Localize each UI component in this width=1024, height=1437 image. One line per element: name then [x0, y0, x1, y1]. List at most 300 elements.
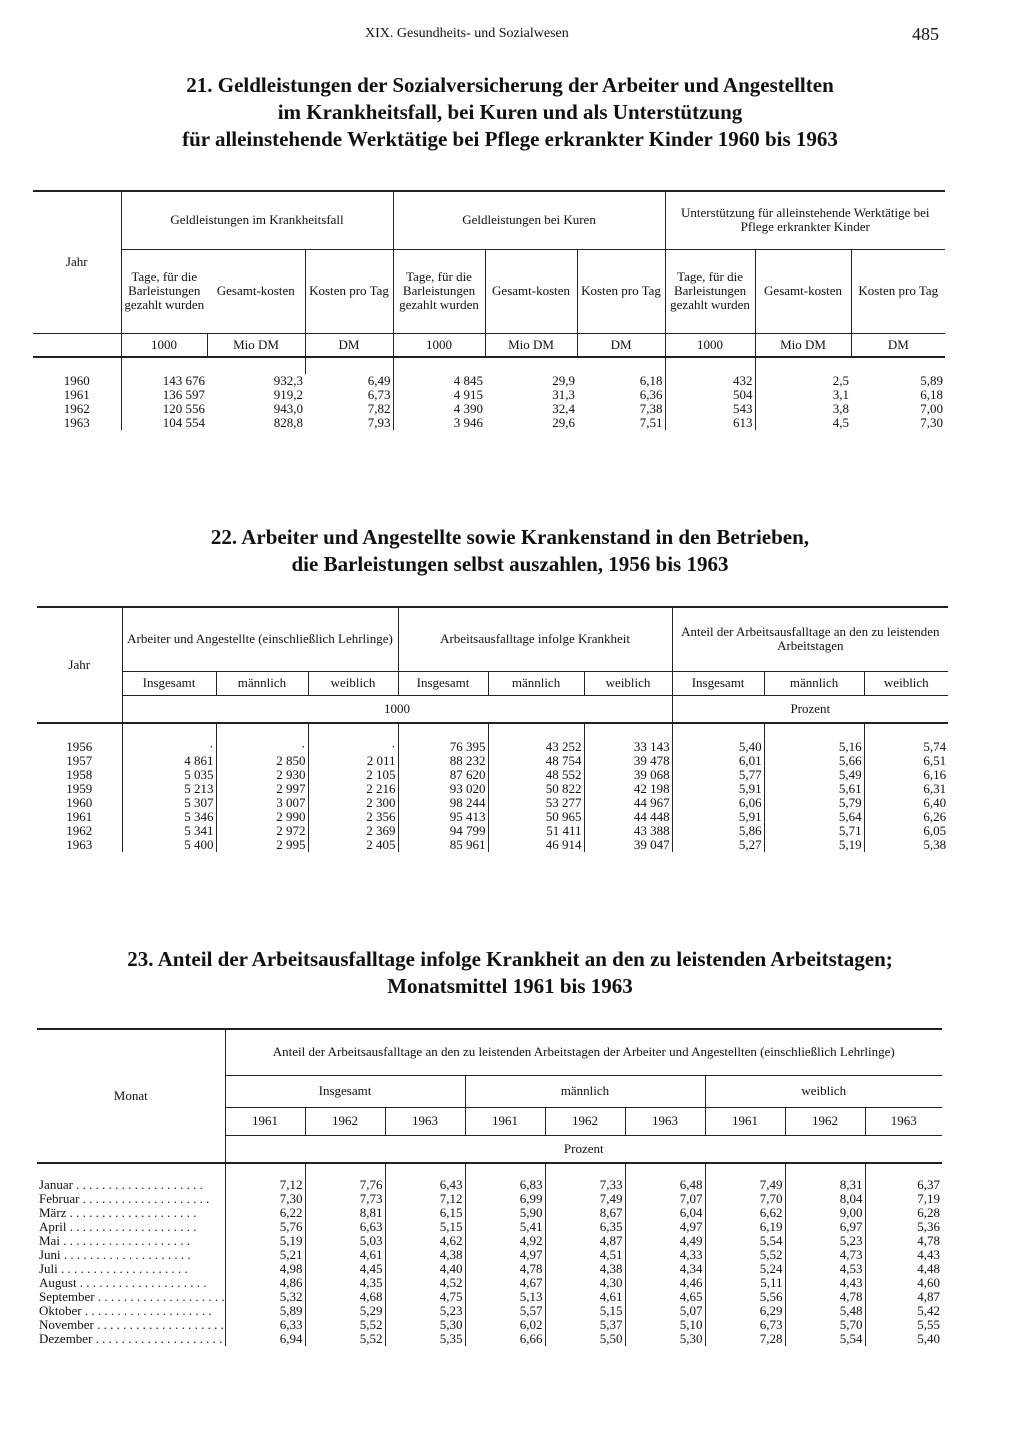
table22-title — [40, 524, 980, 578]
table23-cell: 4,97 — [465, 1248, 545, 1262]
table22-cell: 43 252 — [488, 740, 584, 754]
table22-col-maennlich: männlich — [216, 671, 308, 695]
table23-cell: 4,87 — [545, 1234, 625, 1248]
table23-cell: 8,67 — [545, 1206, 625, 1220]
table22-row-label: 1958 — [66, 767, 93, 782]
table23-cell: 6,02 — [465, 1318, 545, 1332]
table23-cell: 7,76 — [305, 1178, 385, 1192]
table23-cell: 4,40 — [385, 1262, 465, 1276]
table21-cell: 7,82 — [367, 401, 391, 416]
table23-cell: 7,70 — [705, 1192, 785, 1206]
table23-year: 1963 — [865, 1107, 942, 1135]
table22-col-maennlich: männlich — [488, 671, 584, 695]
table23-cell: 5,03 — [305, 1234, 385, 1248]
table22-row-label: 1957 — [66, 753, 93, 768]
table23-row — [37, 1318, 942, 1332]
table22-row-label: 1960 — [66, 795, 93, 810]
table21-cell: 7,30 — [920, 415, 944, 430]
table23-cell: 4,43 — [865, 1248, 942, 1262]
table23-year: 1961 — [225, 1107, 305, 1135]
table23-cell: 6,04 — [625, 1206, 705, 1220]
table23-cell: 7,49 — [705, 1178, 785, 1192]
table22-title-line1: 22. Arbeiter und Angestellte sowie Krankenstand in den Betrieben, — [210, 525, 810, 549]
table23-cell: 6,48 — [625, 1178, 705, 1192]
table22-body — [37, 723, 948, 852]
table22-cell: 5,64 — [764, 810, 864, 824]
table23-cell: 5,57 — [465, 1304, 545, 1318]
table22-cell: 5,40 — [672, 740, 764, 754]
table22-cell: 98 244 — [398, 796, 488, 810]
table22-cell: 3 007 — [216, 796, 308, 810]
table22-cell: 6,40 — [864, 796, 948, 810]
table23-cell: 8,81 — [305, 1206, 385, 1220]
table22-row — [37, 838, 948, 852]
table22-cell: 5,38 — [864, 838, 948, 852]
table21-cell: 120 556 — [121, 402, 207, 416]
table21-col-tage: Tage, für die Barleistungen gezahlt wurden — [665, 249, 755, 333]
table23 — [37, 1028, 942, 1346]
table22-cell: 5,91 — [672, 810, 764, 824]
table21-cell: 4 845 — [393, 374, 485, 388]
table23-cell: 4,61 — [305, 1248, 385, 1262]
table23-cell: 4,98 — [225, 1262, 305, 1276]
table23-cell: 5,76 — [225, 1220, 305, 1234]
table23-cell: 5,15 — [545, 1304, 625, 1318]
table23-cell: 5,89 — [225, 1304, 305, 1318]
table21-row-label: 1961 — [63, 387, 90, 402]
table21-cell: 7,93 — [367, 415, 391, 430]
table21-cell: 543 — [665, 402, 755, 416]
table22-row — [37, 810, 948, 824]
table21-row-label: 1962 — [63, 401, 90, 416]
table23-title-line1: 23. Anteil der Arbeitsausfalltage infolge Krankheit an den zu leistenden Arbeitstagen; — [127, 947, 893, 971]
table22-cell: 5,61 — [764, 782, 864, 796]
table21-stub-header: Jahr — [33, 191, 121, 333]
table23-group-weiblich: weiblich — [705, 1075, 942, 1107]
table21-unit: 1000 — [393, 333, 485, 357]
table23-cell: 5,52 — [305, 1318, 385, 1332]
table21-cell: 31,3 — [552, 387, 576, 402]
table23-cell: 6,33 — [225, 1318, 305, 1332]
table23-row-label: November . . . . . . . . . . . . . . . . . . . . — [39, 1318, 224, 1332]
table23-cell: 4,51 — [545, 1248, 625, 1262]
table21-cell: 943,0 — [273, 401, 303, 416]
table21-cell: 5,89 — [920, 373, 944, 388]
table23-cell: 5,24 — [705, 1262, 785, 1276]
table22-cell: 94 799 — [398, 824, 488, 838]
table22-cell: 85 961 — [398, 838, 488, 852]
table22-cell: 50 822 — [488, 782, 584, 796]
table21-cell: 3,8 — [755, 402, 851, 416]
table21-row-label: 1960 — [63, 373, 90, 388]
table21-cell: 3 946 — [393, 416, 485, 430]
table23-group-insgesamt: Insgesamt — [225, 1075, 465, 1107]
table23-cell: 6,15 — [385, 1206, 465, 1220]
table21-cell: 6,49 — [367, 373, 391, 388]
table22-cell: 6,31 — [864, 782, 948, 796]
table22-cell: 5 307 — [122, 796, 216, 810]
table22-cell: 5 213 — [122, 782, 216, 796]
table22-cell: 39 068 — [584, 768, 672, 782]
table23-row-label: April . . . . . . . . . . . . . . . . . . . . — [39, 1220, 197, 1234]
table23-cell: 7,73 — [305, 1192, 385, 1206]
table22-cell: 5,66 — [764, 754, 864, 768]
table23-cell: 6,22 — [225, 1206, 305, 1220]
table22-cell: 2 300 — [308, 796, 398, 810]
table23-cell: 5,21 — [225, 1248, 305, 1262]
table23-row — [37, 1262, 942, 1276]
table21-unit: Mio DM — [485, 333, 577, 357]
table21-title-line3: für alleinstehende Werktätige bei Pflege erkrankter Kinder 1960 bis 1963 — [182, 127, 838, 151]
table23-cell: 4,52 — [385, 1276, 465, 1290]
table22-cell: 2 972 — [216, 824, 308, 838]
table21-cell: 136 597 — [121, 388, 207, 402]
table22-cell: 48 754 — [488, 754, 584, 768]
table22-cell: 2 369 — [308, 824, 398, 838]
table23-cell: 4,35 — [305, 1276, 385, 1290]
table22-cell: 5,16 — [764, 740, 864, 754]
table22-cell: 6,01 — [672, 754, 764, 768]
table23-cell: 6,43 — [385, 1178, 465, 1192]
table21-unit: 1000 — [121, 333, 207, 357]
table22-cell: 5 400 — [122, 838, 216, 852]
table23-cell: 5,30 — [385, 1318, 465, 1332]
table21-cell: 32,4 — [552, 401, 576, 416]
table22-cell: 44 448 — [584, 810, 672, 824]
table23-cell: 5,29 — [305, 1304, 385, 1318]
table22-cell: 5,74 — [864, 740, 948, 754]
table21-col-kosten-pro-tag: Kosten pro Tag — [577, 249, 665, 333]
table22-cell: 6,05 — [864, 824, 948, 838]
table23-cell: 6,97 — [785, 1220, 865, 1234]
table23-row — [37, 1304, 942, 1318]
table22-row-label: 1956 — [66, 739, 93, 754]
table22-cell: 6,51 — [864, 754, 948, 768]
table21-cell: 613 — [665, 416, 755, 430]
table22 — [37, 606, 948, 852]
table22-cell: 2 997 — [216, 782, 308, 796]
table23-cell: 6,66 — [465, 1332, 545, 1346]
table23-cell: 9,00 — [785, 1206, 865, 1220]
table23-cell: 6,19 — [705, 1220, 785, 1234]
table22-group-ausfalltage: Arbeitsausfalltage infolge Krankheit — [398, 607, 672, 671]
table22-col-weiblich: weiblich — [584, 671, 672, 695]
table23-cell: 6,99 — [465, 1192, 545, 1206]
table23-cell: 7,30 — [225, 1192, 305, 1206]
table21-col-kosten-pro-tag: Kosten pro Tag — [305, 249, 393, 333]
table22-cell: 44 967 — [584, 796, 672, 810]
table22-col-insgesamt: Insgesamt — [122, 671, 216, 695]
table21-cell: 29,6 — [552, 415, 576, 430]
table22-cell: 5,27 — [672, 838, 764, 852]
table21-col-gesamtkosten: Gesamt-kosten — [755, 249, 851, 333]
table23-cell: 4,46 — [625, 1276, 705, 1290]
table21-row — [33, 374, 945, 388]
table23-stub-header: Monat — [113, 1088, 148, 1103]
table23-row — [37, 1178, 942, 1192]
table23-cell: 6,35 — [545, 1220, 625, 1234]
table23-cell: 5,54 — [785, 1332, 865, 1346]
table23-cell: 6,63 — [305, 1220, 385, 1234]
table22-col-maennlich: männlich — [764, 671, 864, 695]
table22-row-label: 1961 — [66, 809, 93, 824]
table23-cell: 6,73 — [705, 1318, 785, 1332]
table22-cell: 50 965 — [488, 810, 584, 824]
table22-cell: 2 850 — [216, 754, 308, 768]
table23-cell: 5,23 — [385, 1304, 465, 1318]
table22-cell: 39 478 — [584, 754, 672, 768]
table22-cell: · — [122, 740, 216, 754]
table22-cell: 6,26 — [864, 810, 948, 824]
table23-cell: 4,53 — [785, 1262, 865, 1276]
table22-cell: 39 047 — [584, 838, 672, 852]
table21-cell: 2,5 — [755, 374, 851, 388]
table22-cell: 5 346 — [122, 810, 216, 824]
table23-cell: 6,62 — [705, 1206, 785, 1220]
table23-cell: 5,19 — [225, 1234, 305, 1248]
table22-cell: 46 914 — [488, 838, 584, 852]
table23-title-line2: Monatsmittel 1961 bis 1963 — [387, 974, 633, 998]
table23-cell: 4,48 — [865, 1262, 942, 1276]
table23-cell: 7,07 — [625, 1192, 705, 1206]
table22-cell: 5,77 — [672, 768, 764, 782]
table23-cell: 4,92 — [465, 1234, 545, 1248]
table23-cell: 5,30 — [625, 1332, 705, 1346]
table22-row — [37, 740, 948, 754]
table22-col-insgesamt: Insgesamt — [398, 671, 488, 695]
table22-cell: 2 930 — [216, 768, 308, 782]
table23-cell: 5,32 — [225, 1290, 305, 1304]
table21-unit: DM — [851, 333, 945, 357]
table21-cell: 432 — [665, 374, 755, 388]
table23-cell: 5,40 — [865, 1332, 942, 1346]
table22-cell: 5 035 — [122, 768, 216, 782]
table23-cell: 5,11 — [705, 1276, 785, 1290]
table23-cell: 4,62 — [385, 1234, 465, 1248]
table23-row-label: Juli . . . . . . . . . . . . . . . . . . . . — [39, 1262, 188, 1276]
table22-row-label: 1963 — [66, 837, 93, 852]
page-number: 485 — [912, 24, 939, 44]
table22-cell: 5,49 — [764, 768, 864, 782]
table23-row-label: Juni . . . . . . . . . . . . . . . . . . . . — [39, 1248, 191, 1262]
table23-cell: 4,33 — [625, 1248, 705, 1262]
table23-cell: 5,07 — [625, 1304, 705, 1318]
table22-unit-1000: 1000 — [122, 695, 672, 723]
table21-group-unterstuetzung: Unterstützung für alleinstehende Werktätige bei Pflege erkrankter Kinder — [665, 191, 945, 249]
table23-cell: 5,37 — [545, 1318, 625, 1332]
table23-row — [37, 1290, 942, 1304]
table23-cell: 5,52 — [705, 1248, 785, 1262]
table21-cell: 4 390 — [393, 402, 485, 416]
table23-row-label: Februar . . . . . . . . . . . . . . . . . . . . — [39, 1192, 210, 1206]
table23-cell: 4,78 — [865, 1234, 942, 1248]
table23-row — [37, 1234, 942, 1248]
table22-cell: 2 990 — [216, 810, 308, 824]
table21-cell: 3,1 — [755, 388, 851, 402]
table23-cell: 5,55 — [865, 1318, 942, 1332]
table21-cell: 828,8 — [273, 415, 303, 430]
table22-col-weiblich: weiblich — [308, 671, 398, 695]
table22-col-insgesamt: Insgesamt — [672, 671, 764, 695]
table23-year: 1961 — [465, 1107, 545, 1135]
table21-cell: 6,73 — [367, 387, 391, 402]
table23-cell: 4,34 — [625, 1262, 705, 1276]
table22-stub-header: Jahr — [68, 657, 91, 672]
table23-cell: 4,67 — [465, 1276, 545, 1290]
table22-row-label: 1962 — [66, 823, 93, 838]
table23-title — [40, 946, 980, 1000]
table22-group-anteil: Anteil der Arbeitsausfalltage an den zu leistenden Arbeitstagen — [672, 607, 948, 671]
table23-cell: 5,56 — [705, 1290, 785, 1304]
table23-year: 1963 — [385, 1107, 465, 1135]
table21-cell: 6,18 — [639, 373, 663, 388]
table23-cell: 7,12 — [385, 1192, 465, 1206]
table23-cell: 7,33 — [545, 1178, 625, 1192]
table21-cell: 29,9 — [552, 373, 576, 388]
table22-cell: 95 413 — [398, 810, 488, 824]
table21-group-kuren: Geldleistungen bei Kuren — [393, 191, 665, 249]
table21-unit: DM — [305, 333, 393, 357]
table21-cell: 504 — [665, 388, 755, 402]
table21-cell: 4 915 — [393, 388, 485, 402]
table22-cell: 5,79 — [764, 796, 864, 810]
table23-cell: 4,30 — [545, 1276, 625, 1290]
table23-cell: 6,37 — [865, 1178, 942, 1192]
table23-cell: 5,52 — [305, 1332, 385, 1346]
table23-cell: 6,29 — [705, 1304, 785, 1318]
table23-row-label: Dezember . . . . . . . . . . . . . . . . . . . . — [39, 1332, 223, 1346]
table23-row — [37, 1276, 942, 1290]
table23-cell: 4,78 — [785, 1290, 865, 1304]
table23-cell: 4,87 — [865, 1290, 942, 1304]
table23-cell: 6,94 — [225, 1332, 305, 1346]
table23-cell: 4,49 — [625, 1234, 705, 1248]
table23-cell: 5,35 — [385, 1332, 465, 1346]
table21-cell: 4,5 — [755, 416, 851, 430]
table21-body — [33, 357, 945, 430]
table22-row — [37, 754, 948, 768]
table21-col-gesamtkosten: Gesamt-kosten — [485, 249, 577, 333]
table23-cell: 7,49 — [545, 1192, 625, 1206]
table23-cell: 5,50 — [545, 1332, 625, 1346]
table23-cell: 4,38 — [385, 1248, 465, 1262]
table23-cell: 5,90 — [465, 1206, 545, 1220]
table22-cell: 2 216 — [308, 782, 398, 796]
table23-row — [37, 1248, 942, 1262]
table23-cell: 5,36 — [865, 1220, 942, 1234]
table22-cell: 5,91 — [672, 782, 764, 796]
table23-row-label: Januar . . . . . . . . . . . . . . . . . . . . — [39, 1178, 203, 1192]
table22-row — [37, 768, 948, 782]
table22-cell: 5,19 — [764, 838, 864, 852]
table22-cell: 43 388 — [584, 824, 672, 838]
table23-cell: 5,15 — [385, 1220, 465, 1234]
table23-row-label: August . . . . . . . . . . . . . . . . . . . . — [39, 1276, 207, 1290]
table23-year: 1963 — [625, 1107, 705, 1135]
table21-col-tage: Tage, für die Barleistungen gezahlt wurden — [393, 249, 485, 333]
table23-cell: 4,86 — [225, 1276, 305, 1290]
table22-col-weiblich: weiblich — [864, 671, 948, 695]
table23-cell: 4,60 — [865, 1276, 942, 1290]
table23-cell: 4,45 — [305, 1262, 385, 1276]
table23-year: 1962 — [785, 1107, 865, 1135]
table21-col-gesamtkosten: Gesamt-kosten — [207, 249, 305, 333]
table22-cell: 87 620 — [398, 768, 488, 782]
table21-row — [33, 402, 945, 416]
table22-group-arbeiter: Arbeiter und Angestellte (einschließlich Lehrlinge) — [122, 607, 398, 671]
table23-year: 1961 — [705, 1107, 785, 1135]
table23-cell: 8,04 — [785, 1192, 865, 1206]
table22-cell: 51 411 — [488, 824, 584, 838]
table22-row — [37, 796, 948, 810]
table21-col-tage: Tage, für die Barleistungen gezahlt wurden — [121, 249, 207, 333]
table22-row — [37, 782, 948, 796]
table21-cell: 6,18 — [920, 387, 944, 402]
table23-cell: 4,78 — [465, 1262, 545, 1276]
table23-cell: 4,68 — [305, 1290, 385, 1304]
table22-cell: · — [216, 740, 308, 754]
table23-unit: Prozent — [225, 1135, 942, 1163]
table23-cell: 4,73 — [785, 1248, 865, 1262]
table23-body — [37, 1163, 942, 1346]
table21-unit: Mio DM — [755, 333, 851, 357]
table23-row — [37, 1206, 942, 1220]
table21-cell: 932,3 — [273, 373, 303, 388]
table22-cell: 88 232 — [398, 754, 488, 768]
table21-cell: 7,00 — [920, 401, 944, 416]
table21-cell: 919,2 — [273, 387, 303, 402]
table22-cell: 2 995 — [216, 838, 308, 852]
table22-cell: 6,06 — [672, 796, 764, 810]
table21-cell: 7,38 — [639, 401, 663, 416]
table22-cell: · — [308, 740, 398, 754]
table22-cell: 6,16 — [864, 768, 948, 782]
table23-cell: 6,28 — [865, 1206, 942, 1220]
table23-cell: 4,65 — [625, 1290, 705, 1304]
table22-cell: 5,86 — [672, 824, 764, 838]
table22-cell: 93 020 — [398, 782, 488, 796]
table23-cell: 4,97 — [625, 1220, 705, 1234]
table23-cell: 5,42 — [865, 1304, 942, 1318]
table23-cell: 4,43 — [785, 1276, 865, 1290]
table23-year: 1962 — [305, 1107, 385, 1135]
table23-cell: 4,61 — [545, 1290, 625, 1304]
table21-unit: DM — [577, 333, 665, 357]
table21-title-line2: im Krankheitsfall, bei Kuren und als Unterstützung — [277, 100, 743, 124]
table23-top-header: Anteil der Arbeitsausfalltage an den zu leistenden Arbeitstagen der Arbeiter und Angestellten (einschließlich Lehrlinge) — [225, 1029, 942, 1075]
table23-row — [37, 1192, 942, 1206]
table22-unit-prozent: Prozent — [672, 695, 948, 723]
table21-row-label: 1963 — [63, 415, 90, 430]
table22-cell: 5,71 — [764, 824, 864, 838]
table23-cell: 8,31 — [785, 1178, 865, 1192]
table21 — [33, 190, 945, 430]
table23-cell: 7,19 — [865, 1192, 942, 1206]
table22-cell: 33 143 — [584, 740, 672, 754]
table21-title-line1: 21. Geldleistungen der Sozialversicherung der Arbeiter und Angestellten — [186, 73, 834, 97]
table23-row — [37, 1332, 942, 1346]
table23-row-label: September . . . . . . . . . . . . . . . . . . . . — [39, 1290, 225, 1304]
table22-cell: 2 011 — [308, 754, 398, 768]
table22-cell: 53 277 — [488, 796, 584, 810]
table22-cell: 48 552 — [488, 768, 584, 782]
table22-row — [37, 824, 948, 838]
table22-row-label: 1959 — [66, 781, 93, 796]
table23-cell: 5,41 — [465, 1220, 545, 1234]
table22-cell: 2 105 — [308, 768, 398, 782]
table21-unit: 1000 — [665, 333, 755, 357]
table22-title-line2: die Barleistungen selbst auszahlen, 1956 bis 1963 — [291, 552, 729, 576]
